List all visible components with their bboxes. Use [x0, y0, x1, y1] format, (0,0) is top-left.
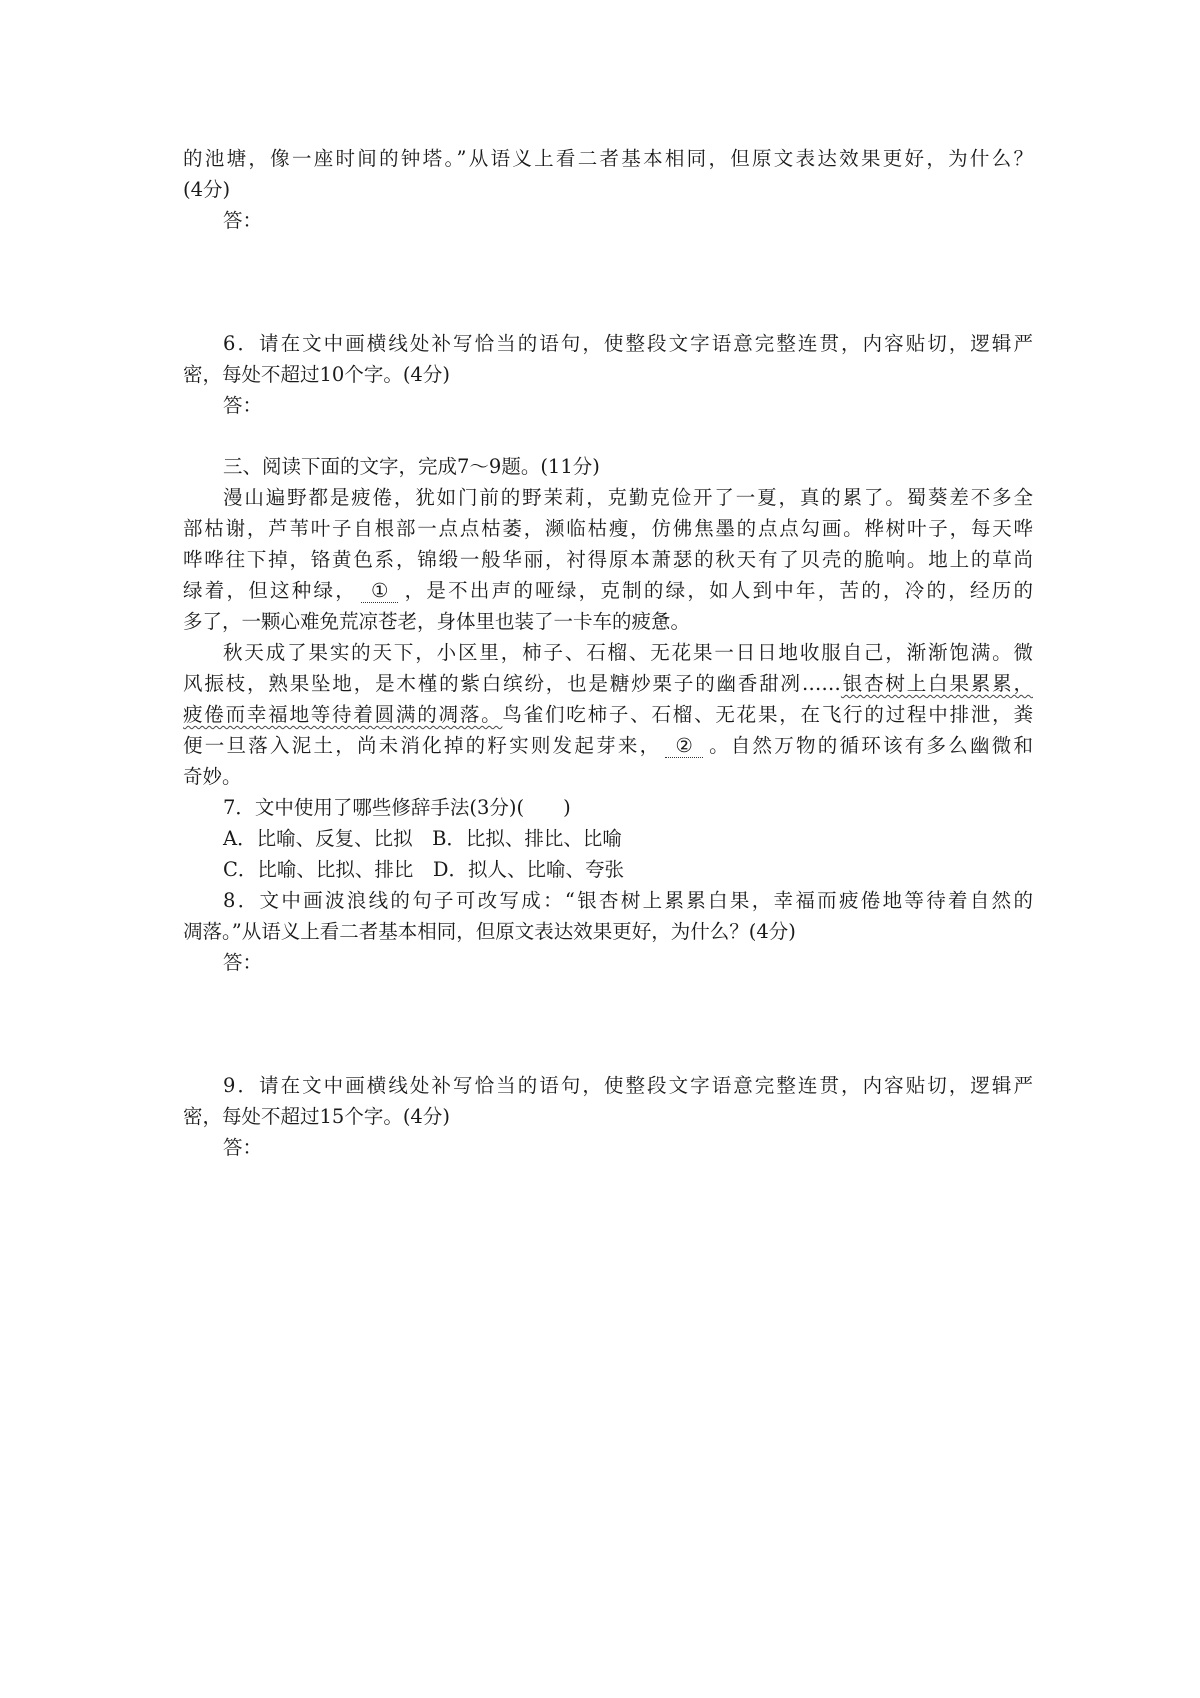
- wavy-underlined-sentence: 银杏树上白果累累，: [840, 672, 1033, 695]
- q9-answer-label: 答：: [223, 1136, 263, 1159]
- passage-line: [183, 699, 1033, 730]
- passage-line: [183, 575, 1033, 606]
- passage-line: 部枯谢，芦苇叶子自根部一点点枯萎，濒临枯瘦，仿佛焦墨的点点勾画。桦树叶子，每天哗: [183, 517, 1033, 540]
- wavy-underlined-sentence: 疲倦而幸福地等待着圆满的凋落。: [183, 703, 503, 726]
- q5-answer-label: 答：: [223, 209, 263, 232]
- passage-text: 绿着，但这种绿，: [183, 579, 357, 602]
- fill-blank-1[interactable]: ①: [361, 580, 398, 603]
- q6-stem-line: 6．请在文中画横线处补写恰当的语句，使整段文字语意完整连贯，内容贴切，逻辑严: [223, 332, 1033, 355]
- passage-text: 。自然万物的循环该有多么幽微和: [706, 734, 1033, 757]
- answer-space[interactable]: [183, 421, 1033, 451]
- answer-space[interactable]: [183, 236, 1033, 328]
- q6-stem-line: 密，每处不超过10个字。(4分): [183, 363, 450, 386]
- passage-line: 奇妙。: [183, 765, 242, 788]
- fill-blank-2[interactable]: ②: [665, 735, 702, 758]
- section-heading: 三、阅读下面的文字，完成7～9题。(11分): [223, 455, 600, 478]
- passage-text: ，是不出声的哑绿，克制的绿，如人到中年，苦的，冷的，经历的: [402, 579, 1033, 602]
- passage-text: 便一旦落入泥土，尚未消化掉的籽实则发起芽来，: [183, 734, 662, 757]
- passage-line: 哗哗往下掉，铬黄色系，锦缎一般华丽，衬得原本萧瑟的秋天有了贝壳的脆响。地上的草尚: [183, 548, 1033, 571]
- passage-line: 秋天成了果实的天下，小区里，柿子、石榴、无花果一日日地收服自己，渐渐饱满。微: [223, 641, 1033, 664]
- q5-text-line: 的池塘，像一座时间的钟塔。”从语义上看二者基本相同，但原文表达效果更好，为什么？: [183, 147, 1033, 170]
- q9-stem-line: 9．请在文中画横线处补写恰当的语句，使整段文字语意完整连贯，内容贴切，逻辑严: [223, 1074, 1033, 1097]
- passage-text: 风振枝，熟果坠地，是木槿的紫白缤纷，也是糖炒栗子的幽香甜冽……: [183, 672, 841, 695]
- answer-space[interactable]: [183, 978, 1033, 1070]
- passage-line: [183, 668, 1033, 699]
- q7-options-ab[interactable]: A．比喻、反复、比拟 B．比拟、排比、比喻: [223, 827, 622, 850]
- q5-score: (4分): [183, 178, 231, 201]
- q8-answer-label: 答：: [223, 951, 263, 974]
- q7-stem: 7．文中使用了哪些修辞手法(3分)( ): [223, 796, 571, 819]
- q6-answer-label: 答：: [223, 394, 263, 417]
- passage-line: [183, 730, 1033, 761]
- passage-line: 漫山遍野都是疲倦，犹如门前的野茉莉，克勤克俭开了一夏，真的累了。蜀葵差不多全: [223, 486, 1033, 509]
- passage-paragraph-1: [183, 482, 1033, 637]
- document-page: [183, 143, 1033, 1163]
- q7-options-cd[interactable]: C．比喻、比拟、排比 D．拟人、比喻、夸张: [223, 858, 625, 881]
- q9-stem-line: 密，每处不超过15个字。(4分): [183, 1105, 450, 1128]
- q8-stem-line: 8．文中画波浪线的句子可改写成：“银杏树上累累白果，幸福而疲倦地等待着自然的: [223, 889, 1033, 912]
- passage-paragraph-2: [183, 637, 1033, 792]
- q8-stem-line: 凋落。”从语义上看二者基本相同，但原文表达效果更好，为什么？(4分): [183, 920, 796, 943]
- passage-text: 鸟雀们吃柿子、石榴、无花果，在飞行的过程中排泄，粪: [502, 703, 1033, 726]
- passage-line: 多了，一颗心难免荒凉苍老，身体里也装了一卡车的疲惫。: [183, 610, 691, 633]
